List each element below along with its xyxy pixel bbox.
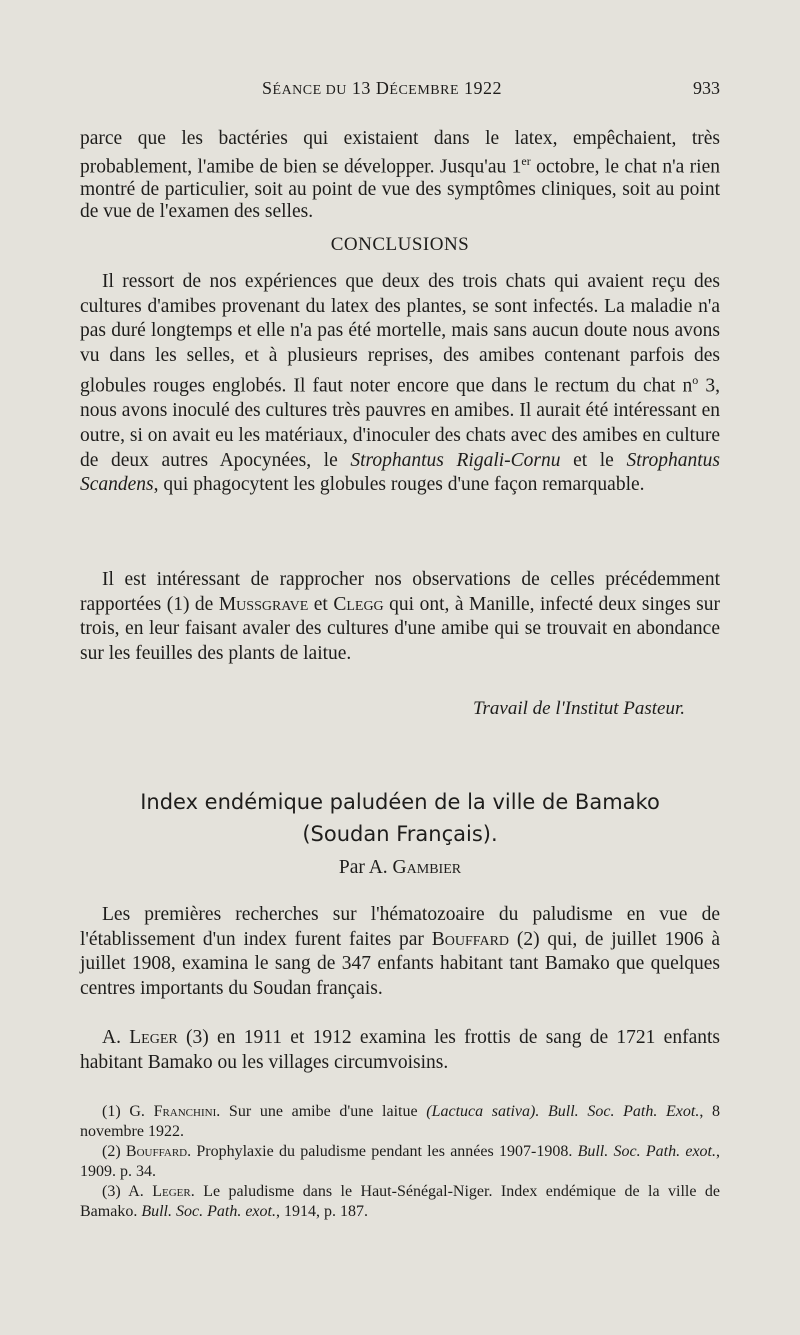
para5-text-b: (3) en 1911 et 1912 examina les frottis de sang de 1721 enfants habitant Bamako ou les villages circumvoisins. <box>80 1027 720 1073</box>
para2-sup: o <box>692 373 699 388</box>
footnote-2 <box>80 1142 720 1182</box>
footnote-1 <box>80 1102 720 1142</box>
running-title <box>262 78 502 99</box>
footnote-1-text-b: , 8 novembre 1922. <box>80 1103 720 1140</box>
author-leger: Leger <box>129 1027 178 1048</box>
footnote-1-journal: (Lactuca sativa). Bull. Soc. Path. Exot. <box>426 1103 700 1120</box>
para3-text-b: et <box>308 593 334 615</box>
running-title-initial: S <box>262 78 273 98</box>
para2-text-c: et le <box>560 449 627 471</box>
running-title-day: 13 D <box>346 78 390 98</box>
running-title-part1: ÉANCE DU <box>272 83 347 98</box>
paragraph-leger <box>80 1026 720 1075</box>
para4-text-b: (2) qui, de juillet 1906 à juillet 1908, examina le sang de 347 enfants habitant tant Bamako que quelques centres importants du Soudan français. <box>80 928 720 999</box>
section-heading-conclusions: CONCLUSIONS <box>330 234 470 255</box>
footnote-2-journal: Bull. Soc. Path. exot. <box>577 1143 716 1160</box>
para2-text-b: 3, nous avons inoculé des cultures très pauvres en amibes. Il aurait été intéressant en outre, si on avait eu les matériaux, d'inoculer des chats avec des amibes en culture de deux autres Apocynées, le <box>80 375 720 471</box>
para3-text-c: qui ont, à Manille, infecté deux singes sur trois, en leur faisant avaler des cultures d'une amibe qui se trouvait en abondance sur les feuilles des plants de laitue. <box>80 593 720 664</box>
para1-sup: er <box>521 154 531 168</box>
footnote-1-author: Franchini <box>153 1103 217 1120</box>
footnote-2-text-b: , 1909. p. 34. <box>80 1143 720 1180</box>
paragraph-continuation <box>80 128 720 223</box>
article-title-line2: (Soudan Français). <box>302 822 498 846</box>
para5-text-a: A. <box>102 1027 130 1048</box>
article-byline <box>80 857 720 879</box>
page-number: 933 <box>693 78 720 98</box>
para1-text-b: octobre, le chat n'a rien montré de particulier, soit au point de vue des symptômes cliniques, soit au point de vue de l'examen des selles. <box>80 156 721 222</box>
footnote-2-marker: (2) <box>102 1143 126 1160</box>
footnote-3-marker: (3) A. <box>102 1183 153 1200</box>
para2-text-d: , qui phagocytent les globules rouges d'une façon remarquable. <box>153 474 645 496</box>
footnote-2-text-a: . Prophylaxie du paludisme pendant les années 1907-1908. <box>187 1143 578 1160</box>
article-title <box>80 786 720 850</box>
para4-text-a: Les premières recherches sur l'hématozoaire du paludisme en vue de l'établissement d'un index furent faites par <box>80 904 720 950</box>
para2-text-a: Il ressort de nos expériences que deux des trois chats qui avaient reçu des cultures d'amibes provenant du latex des plantes, se sont infectés. La maladie n'a pas duré longtemps et elle n'a pas été mortelle, mais sans aucun doute nous avons vu dans les selles, et à plusieurs reprises, des amibes contenant parfois des globules rouges englobés. Il faut noter encore que dans le rectum du chat n <box>80 271 720 397</box>
running-title-part2: ÉCEMBRE <box>389 83 460 98</box>
footnote-3-text-b: , 1914, p. 187. <box>275 1203 368 1220</box>
para3-text-a: Il est intéressant de rapprocher nos observations de celles précédemment rapportées (1) de <box>80 569 720 615</box>
running-title-year: 1922 <box>459 78 503 98</box>
footnote-3-text-a: . Le paludisme dans le Haut-Sénégal-Niger. Index endémique de la ville de Bamako. <box>80 1183 720 1220</box>
paragraph-first-research <box>80 903 720 1001</box>
running-header <box>80 78 720 104</box>
footnote-3 <box>80 1182 720 1222</box>
byline-prefix: Par A. <box>338 857 393 878</box>
paragraph-conclusions <box>80 270 720 498</box>
species-name-1: Strophantus Rigali-Cornu <box>350 449 561 471</box>
footnote-2-author: Bouffard <box>125 1143 188 1160</box>
article-title-line1: Index endémique paludéen de la ville de Bamako <box>140 790 660 814</box>
species-name-2: Strophantus Scandens <box>80 449 720 496</box>
footnote-1-text-a: . Sur une amibe d'une laitue <box>216 1103 427 1120</box>
footnote-1-marker: (1) G. <box>102 1103 154 1120</box>
para1-text-a: parce que les bactéries qui existaient dans le latex, empêchaient, très probablement, l'amibe de bien se développer. Jusqu'au 1 <box>80 128 720 178</box>
signature-institut-pasteur: Travail de l'Institut Pasteur. <box>472 698 685 719</box>
author-mussgrave: Mussgrave <box>218 593 309 615</box>
author-clegg: Clegg <box>333 593 384 615</box>
byline-author: Gambier <box>392 857 462 878</box>
footnote-3-author: Leger <box>152 1183 191 1200</box>
footnote-3-journal: Bull. Soc. Path. exot. <box>141 1203 276 1220</box>
author-bouffard: Bouffard <box>431 928 510 950</box>
paragraph-comparison <box>80 568 720 666</box>
